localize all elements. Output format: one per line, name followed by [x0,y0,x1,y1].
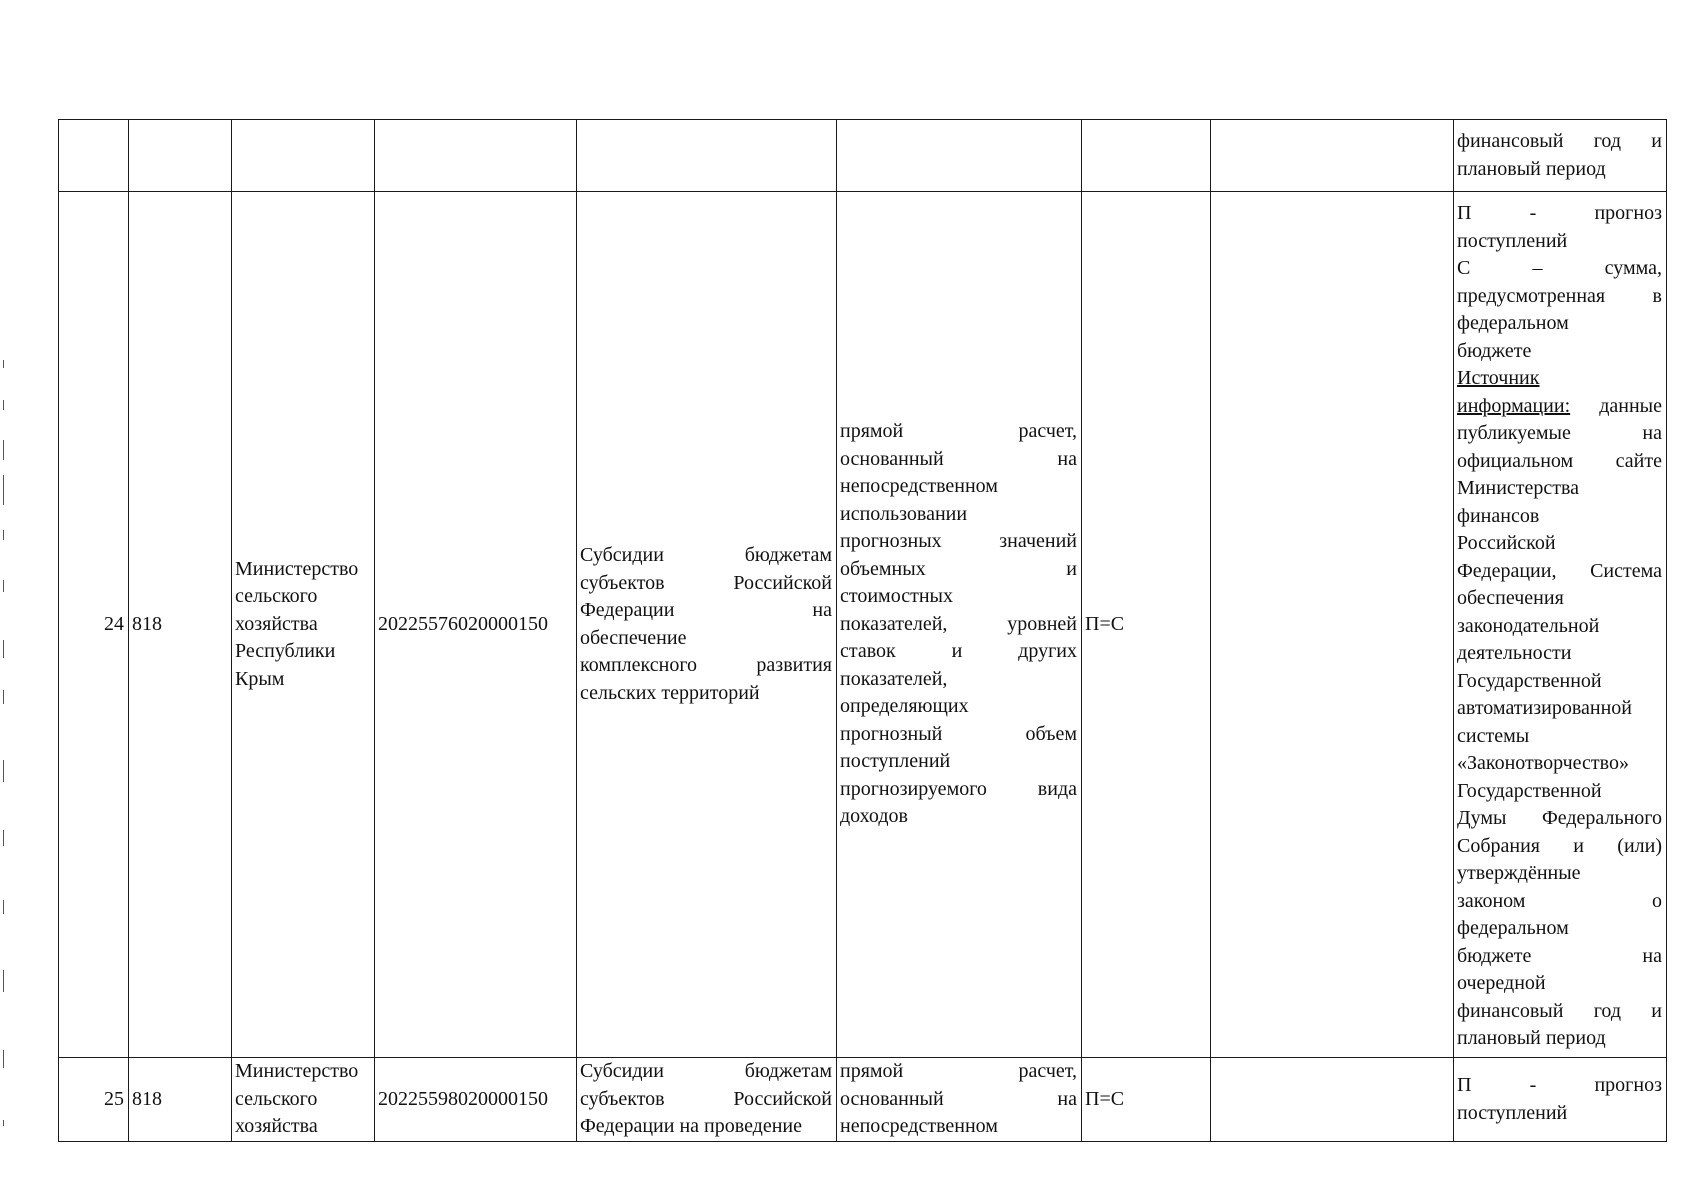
scan-mark [3,580,4,592]
notes-line: поступлений [1457,1101,1568,1124]
source-line: автоматизированной [1457,697,1633,720]
text-line: показателей, [840,667,948,690]
notes-line: федеральном [1457,312,1569,335]
text-line: комплексного развития [580,654,832,676]
text-line: прогнозируемого вида [840,777,1077,800]
source-line: бюджете на [1457,944,1662,967]
source-line: официальном сайте [1457,449,1662,472]
source-line: плановый период [1457,1027,1606,1050]
source-line: Государственной [1457,779,1602,802]
source-label-line [1457,365,1662,393]
text-line: доходов [840,805,908,828]
scan-mark [3,760,4,782]
cell-admin-name [232,192,375,1058]
notes-line: П - прогноз [1457,202,1662,225]
text-line: Субсидии бюджетам [580,544,832,566]
text-line: объемных и [840,557,1077,580]
text-line: прогнозных значений [840,530,1077,553]
source-line: деятельности [1457,642,1572,665]
source-line: Российской [1457,532,1556,555]
text-line: Министерство [235,557,359,580]
cell-method [837,120,1082,192]
source-label-line [1457,393,1662,421]
cell-kbk-code: 20225576020000150 [375,192,577,1058]
scan-mark [3,640,4,658]
cell-formula [1082,120,1211,192]
text-line: определяющих [840,695,969,718]
cell-notes [1454,192,1667,1058]
table-row-25 [59,1058,1667,1142]
text-line: показателей, уровней [840,612,1077,635]
cell-income-name [577,1058,837,1142]
text-line: стоимостных [840,585,953,608]
text-line: прямой расчет, [840,1060,1077,1083]
text-line: основанный на [840,447,1077,470]
source-text: данные [1570,394,1662,417]
source-line: финансовый год и [1457,999,1662,1022]
scan-mark [3,475,4,505]
cell-number: 25 [59,1058,129,1142]
text-line: непосредственном [840,1115,998,1138]
source-label: информации: [1457,394,1571,417]
source-line: Думы Федерального [1457,807,1662,830]
scan-mark [3,1120,4,1126]
notes-line: финансовый год и [1457,130,1662,152]
cell-number [59,120,129,192]
cell-kbk-code: 20225598020000150 [375,1058,577,1142]
text-line: сельского [235,1087,318,1110]
source-line: финансов [1457,504,1540,527]
cell-kbk-code [375,120,577,192]
notes-line: С – сумма, [1457,257,1662,280]
text-line: хозяйства [235,1115,318,1138]
text-line: субъектов Российской [580,1087,832,1110]
cell-number: 24 [59,192,129,1058]
notes-line: П - прогноз [1457,1074,1662,1096]
text-line: поступлений [840,750,951,773]
source-line: очередной [1457,972,1546,995]
source-line: Министерства [1457,477,1580,500]
scan-mark [3,360,4,368]
notes-line: поступлений [1457,229,1568,252]
cell-method [837,1058,1082,1142]
source-line: Федерации, Система [1457,559,1662,582]
scan-mark [3,530,4,540]
text-line: ставок и других [840,640,1077,663]
table-row-24 [59,192,1667,1058]
notes-line: плановый период [1457,157,1606,180]
text-line: субъектов Российской [580,571,832,594]
revenue-forecast-table [58,119,1667,1142]
cell-algorithm [1211,192,1454,1058]
text-line: обеспечение [580,626,687,649]
text-line: прямой расчет, [840,420,1077,443]
cell-income-name [577,120,837,192]
cell-admin-name [232,1058,375,1142]
text-line: использовании [840,502,968,525]
scan-margin-marks [0,360,8,1180]
text-line: непосредственном [840,475,998,498]
source-line: Государственной [1457,669,1602,692]
source-line: Собрания и (или) [1457,834,1662,857]
text-line: прогнозный объем [840,722,1077,745]
cell-algorithm [1211,120,1454,192]
text-line: Министерство [235,1060,359,1083]
notes-line: предусмотренная в [1457,284,1662,307]
source-line: федеральном [1457,917,1569,940]
text-line: хозяйства [235,612,318,635]
source-line: законом о [1457,889,1662,912]
text-line: Субсидии бюджетам [580,1060,832,1083]
source-line: «Законотворчество» [1457,752,1629,775]
table-row-continuation [59,120,1667,192]
source-line: законодательной [1457,614,1600,637]
scan-mark [3,690,4,704]
notes-line: бюджете [1457,339,1532,362]
scan-mark [3,970,4,992]
scan-mark [3,900,4,914]
cell-notes [1454,1058,1667,1142]
text-line: Федерации на проведение [580,1115,803,1138]
cell-admin-code: 818 [129,1058,232,1142]
scan-mark [3,440,4,460]
source-line: публикуемые на [1457,422,1662,445]
cell-method [837,192,1082,1058]
source-line: обеспечения [1457,587,1564,610]
text-line: сельского [235,585,318,608]
cell-formula: П=С [1082,192,1211,1058]
text-line: сельских территорий [580,681,760,704]
cell-income-name [577,192,837,1058]
scan-mark [3,400,4,410]
text-line: Федерации на [580,599,832,621]
cell-algorithm [1211,1058,1454,1142]
source-line: утверждённые [1457,862,1581,885]
text-line: основанный на [840,1087,1077,1110]
cell-notes [1454,120,1667,192]
source-line: системы [1457,724,1530,747]
cell-formula: П=С [1082,1058,1211,1142]
cell-admin-name [232,120,375,192]
source-label: Источник [1457,367,1540,390]
text-line: Крым [235,667,285,690]
cell-admin-code [129,120,232,192]
scan-mark [3,1050,4,1068]
scan-mark [3,830,4,846]
cell-admin-code: 818 [129,192,232,1058]
text-line: Республики [235,640,336,663]
